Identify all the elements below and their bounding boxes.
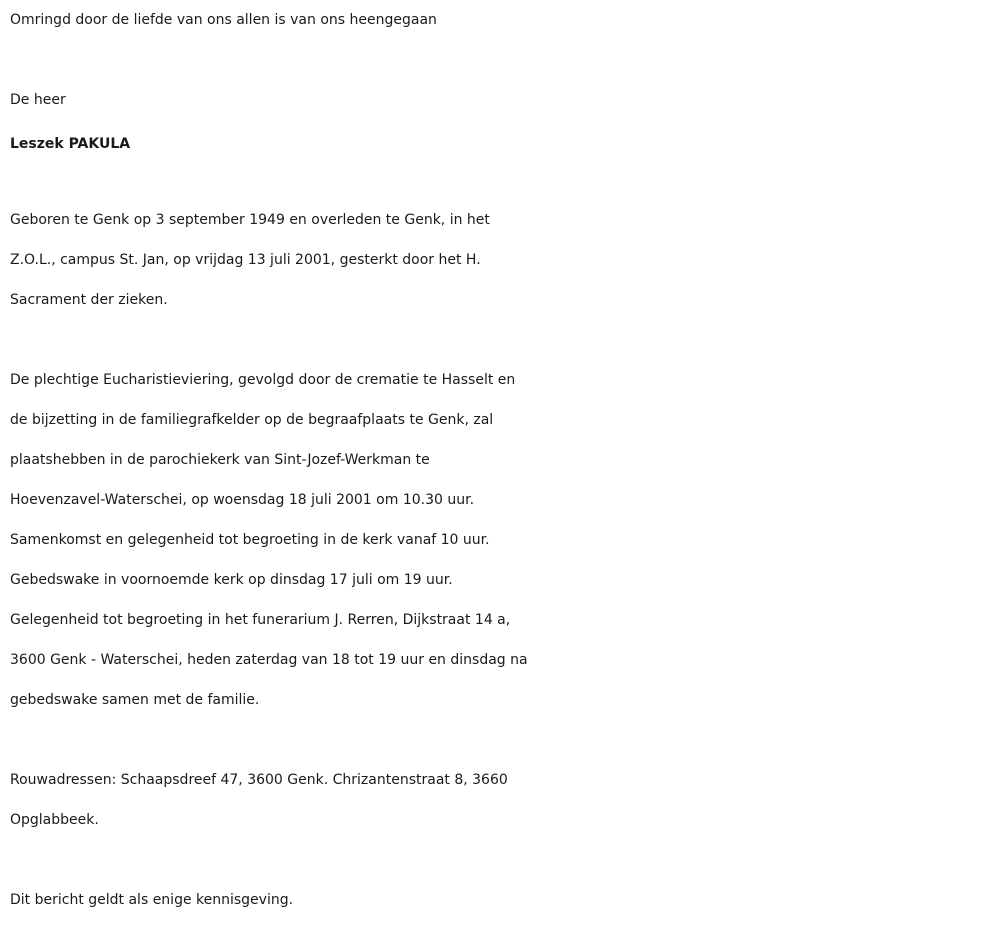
spacer bbox=[10, 168, 990, 200]
text-line: plaatshebben in de parochiekerk van Sint-Jozef-Werkman te bbox=[10, 452, 430, 468]
title-prefix: De heer bbox=[10, 92, 66, 108]
spacer bbox=[10, 840, 990, 880]
text-line: Hoevenzavel-Waterschei, op woensdag 18 juli 2001 om 10.30 uur. bbox=[10, 492, 475, 508]
spacer bbox=[10, 320, 990, 360]
text-line: Z.O.L., campus St. Jan, op vrijdag 13 juli 2001, gesterkt door het H. bbox=[10, 252, 481, 268]
obituary-notice bbox=[10, 0, 990, 920]
text-line: de bijzetting in de familiegrafkelder op de begraafplaats te Genk, zal bbox=[10, 412, 494, 428]
spacer bbox=[10, 720, 990, 760]
text-line: Sacrament der zieken. bbox=[10, 292, 168, 308]
text-line: Gebedswake in voornoemde kerk op dinsdag 17 juli om 19 uur. bbox=[10, 572, 453, 588]
text-line: De plechtige Eucharistieviering, gevolgd door de crematie te Hasselt en bbox=[10, 372, 516, 388]
birth-death-paragraph bbox=[10, 200, 990, 320]
text-line: gebedswake samen met de familie. bbox=[10, 692, 260, 708]
text-line: Rouwadressen: Schaapsdreef 47, 3600 Genk. Chrizantenstraat 8, 3660 bbox=[10, 772, 508, 788]
text-line: Gelegenheid tot begroeting in het funerarium J. Rerren, Dijkstraat 14 a, bbox=[10, 612, 511, 628]
ceremony-paragraph bbox=[10, 360, 990, 720]
text-line: Geboren te Genk op 3 september 1949 en overleden te Genk, in het bbox=[10, 212, 490, 228]
deceased-name: Leszek PAKULA bbox=[10, 136, 131, 152]
intro-line: Omringd door de liefde van ons allen is van ons heengegaan bbox=[10, 12, 437, 28]
text-line: Samenkomst en gelegenheid tot begroeting in de kerk vanaf 10 uur. bbox=[10, 532, 490, 548]
text-line: 3600 Genk - Waterschei, heden zaterdag van 18 tot 19 uur en dinsdag na bbox=[10, 652, 528, 668]
closing-line: Dit bericht geldt als enige kennisgeving. bbox=[10, 892, 294, 908]
spacer bbox=[10, 40, 990, 80]
text-line: Opglabbeek. bbox=[10, 812, 99, 828]
addresses-paragraph bbox=[10, 760, 990, 840]
